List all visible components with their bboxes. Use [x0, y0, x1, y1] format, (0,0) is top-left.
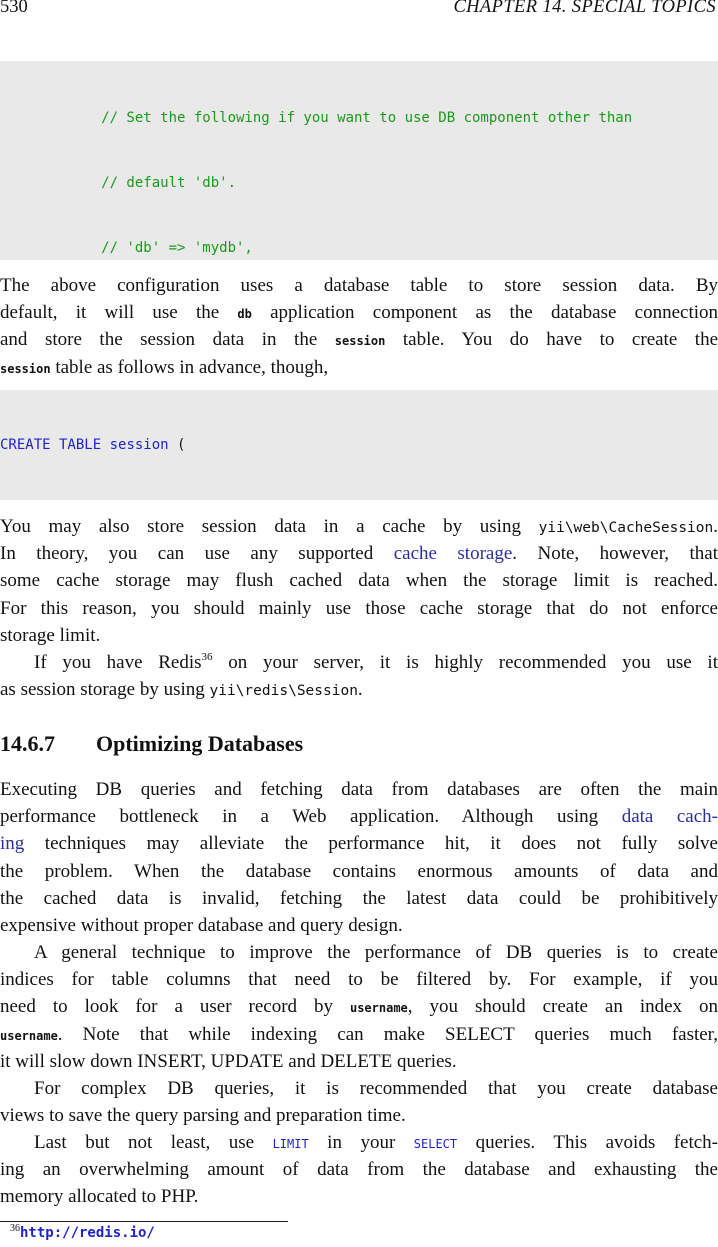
paragraph-limit	[0, 1129, 718, 1211]
running-header	[0, 0, 718, 21]
footnote-marker[interactable]: 36	[201, 651, 213, 663]
text-line: You may also store session data in a cache by using yii\web\CacheSession.	[0, 516, 718, 537]
footnote-rule	[0, 1221, 288, 1222]
code-line: // Set the following if you want to use DB component other than	[0, 109, 633, 126]
inline-code: username	[349, 1001, 408, 1016]
section-number: 14.6.7	[0, 731, 55, 756]
text-line: expensive without proper database and query design.	[0, 914, 403, 936]
paragraph-optimizing-intro	[0, 776, 718, 939]
text-line: and store the session data in the session table. You do have to create the	[0, 329, 718, 351]
text-line: session table as follows in advance, though,	[0, 356, 329, 378]
page-number: 530	[0, 0, 28, 17]
section-heading	[0, 731, 303, 757]
text-line: indices for table columns that need to be filtered by. For example, if you	[0, 969, 718, 991]
config-code-block	[0, 61, 718, 260]
text-line: as session storage by using yii\redis\Session.	[0, 679, 363, 701]
text-line: username. Note that while indexing can make SELECT queries much faster,	[0, 1023, 718, 1045]
footnote-url-link[interactable]: http://redis.io/	[20, 1225, 155, 1241]
text-line: the cached data is invalid, fetching the latest data could be prohibitively	[0, 887, 718, 909]
text-line: some cache storage may flush cached data when the storage limit is reached.	[0, 570, 718, 592]
chapter-title: CHAPTER 14. SPECIAL TOPICS	[453, 0, 716, 17]
paragraph-cache-session	[0, 513, 718, 649]
inline-code: yii\redis\Session	[209, 683, 358, 700]
code-line: // default 'db'.	[0, 174, 237, 191]
text-line: In theory, you can use any supported cache storage. Note, however, that	[0, 543, 718, 565]
inline-code: username	[0, 1028, 58, 1043]
text-line: If you have Redis$^{36}$ on your server, it is highly recommended you use it	[34, 651, 718, 673]
paragraph-views	[0, 1075, 718, 1129]
text-line: Last but not least, use LIMIT in your SELECT queries. This avoids fetch-	[34, 1132, 718, 1153]
text-line: memory allocated to PHP.	[0, 1186, 199, 1208]
footnote	[10, 1225, 155, 1241]
cache-storage-link[interactable]: cache storage	[393, 543, 513, 565]
text-line: The above configuration uses a database table to store session data. By	[0, 275, 718, 296]
sql-code-block	[0, 390, 718, 500]
code-line: // 'db' => 'mydb',	[0, 240, 253, 257]
inline-code: SELECT	[413, 1137, 458, 1151]
text-line: the problem. When the database contains enormous amounts of data and	[0, 860, 718, 882]
inline-code: yii\web\CacheSession	[538, 520, 714, 536]
paragraph-redis	[0, 649, 718, 703]
data-caching-link[interactable]: ing	[0, 833, 25, 855]
inline-code: db	[237, 307, 252, 322]
data-caching-link[interactable]: data cach-	[621, 806, 718, 828]
text-line: it will slow down INSERT, UPDATE and DELETE queries.	[0, 1050, 457, 1072]
paragraph-indices	[0, 939, 718, 1075]
text-line: default, it will use the db application component as the database connection	[0, 302, 718, 324]
code-line: CREATE TABLE session (	[0, 436, 186, 453]
text-line: ing techniques may alleviate the performance hit, it does not fully solve	[0, 833, 718, 855]
text-line: performance bottleneck in a Web application. Although using data cach-	[0, 806, 718, 828]
inline-code: session	[0, 361, 51, 376]
text-line: ing an overwhelming amount of data from the database and exhausting the	[0, 1159, 718, 1181]
inline-code: session	[334, 334, 386, 349]
text-line: A general technique to improve the performance of DB queries is to create	[34, 942, 718, 963]
footnote-number: 36	[10, 1223, 20, 1234]
section-title: Optimizing Databases	[96, 731, 304, 756]
inline-code: LIMIT	[272, 1137, 309, 1151]
text-line: Executing DB queries and fetching data from databases are often the main	[0, 779, 718, 800]
paragraph-session-db	[0, 272, 718, 381]
text-line: storage limit.	[0, 624, 101, 646]
text-line: For complex DB queries, it is recommended that you create database	[34, 1078, 718, 1099]
text-line: views to save the query parsing and preparation time.	[0, 1105, 406, 1127]
text-line: For this reason, you should mainly use those cache storage that do not enforce	[0, 597, 718, 619]
text-line: need to look for a user record by username, you should create an index on	[0, 996, 718, 1018]
